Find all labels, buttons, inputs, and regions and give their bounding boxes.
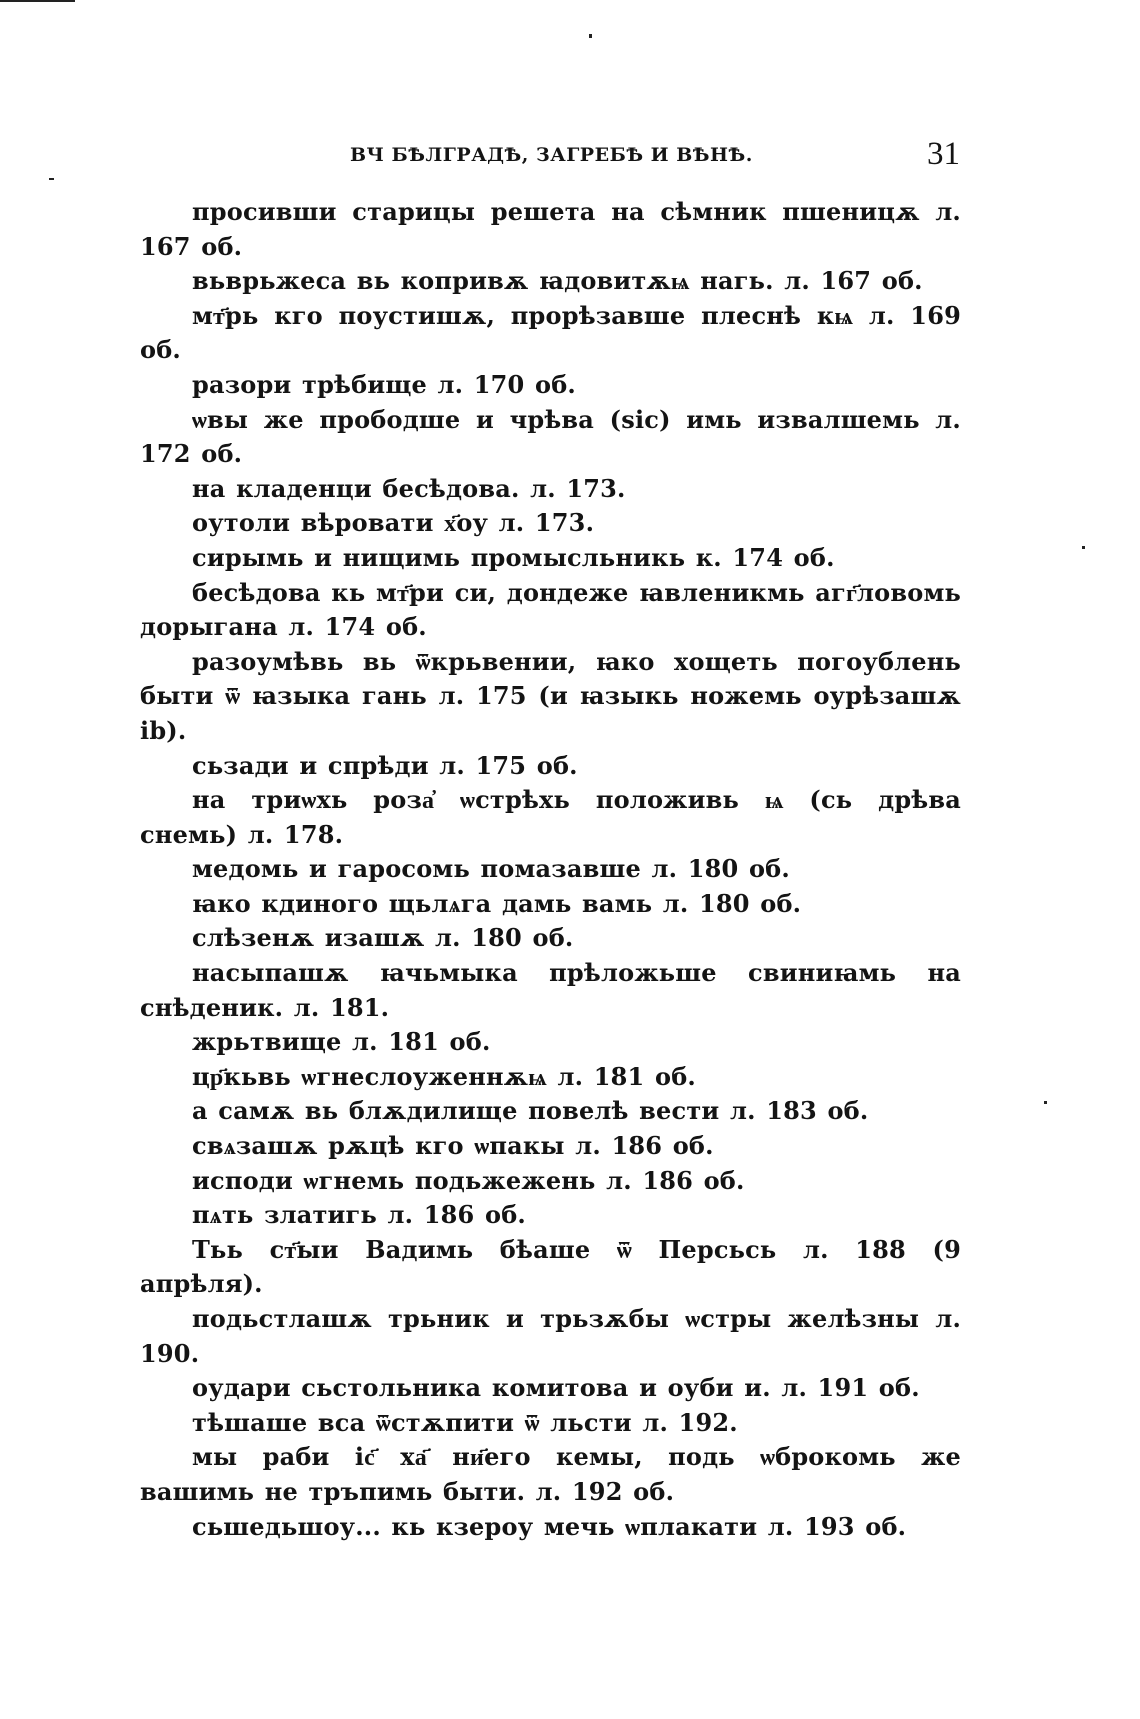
entry: сьшедьшоу... кь кзероу мечь ѡплакати л. 193 об.: [192, 1511, 907, 1541]
entry: Тьь ст҃ыи Вадимь бѣаше ѿ Персьсь л. 188 (9 апрѣля).: [140, 1234, 961, 1299]
entry: мы раби іс҃ ха҃ ни҃его кемы, подь ѡброкомь же вашимь не тръпимь быти. л. 192 об.: [140, 1442, 961, 1506]
entry: бесѣдова кь мт҃ри си, дондеже ꙗвленикмь агг҃ловомь дорыгана л. 174 об.: [140, 577, 961, 642]
entry: оудари сьстольника комитова и оуби и. л. 191 об.: [192, 1373, 920, 1403]
entry: сирымь и нищимь промысльникь к. 174 об.: [192, 542, 835, 572]
entry: просивши старицы решета на сѣмник пшеницѫ л. 167 об.: [140, 197, 961, 261]
entry: жрьтвище л. 181 об.: [192, 1027, 491, 1057]
scan-dot: [49, 178, 54, 180]
entry: подьстлашѫ трьник и трьзѫбы ѡстры желѣзны л. 190.: [140, 1304, 961, 1368]
entry: на триѡхь роза҆ ѡстрѣхь положивь ѩ (сь дрѣва снемь) л. 178.: [140, 785, 961, 849]
entry: насыпашѫ ꙗчьмыка прѣложьше свиниꙗмь на снѣденик. л. 181.: [140, 958, 961, 1022]
entry: оутоли вѣровати х҃оу л. 173.: [192, 508, 595, 538]
entry: ѡвы же прободше и чрѣва (sic) имь извалшемь л. 172 об.: [140, 404, 961, 469]
entry: исподи ѡгнемь подьжежень л. 186 об.: [192, 1165, 745, 1195]
entry: тѣшаше вса ѿстѫпити ѿ льсти л. 192.: [192, 1407, 738, 1437]
entry: а самѫ вь блѫдилище повелѣ вести л. 183 об.: [192, 1096, 869, 1126]
entry: медомь и гаросомь помазавше л. 180 об.: [192, 854, 790, 884]
running-title: ВЧ БѢЛГРАДѢ, ЗАГРЕБѢ И ВѢНѢ.: [350, 144, 753, 166]
entry: вьврьжеса вь копривѫ ꙗдовитѫѩ нагь. л. 167 об.: [192, 266, 923, 296]
entry: сьзади и спрѣди л. 175 об.: [192, 750, 578, 780]
entry: разори трѣбище л. 170 об.: [192, 369, 576, 399]
page-number: 31: [927, 136, 960, 172]
page-header: [140, 136, 960, 180]
entry: цр҃кьвь ѡгнеслоуженнѫѩ л. 181 об.: [192, 1061, 696, 1091]
entry: свѧзашѫ рѫцѣ кго ѡпакы л. 186 об.: [192, 1131, 714, 1161]
scan-mark: [0, 0, 75, 2]
entry: мт҃рь кго поустишѫ, прорѣзавше плеснѣ кѩ л. 169 об.: [140, 300, 961, 365]
entry: пѧть златигь л. 186 об.: [192, 1200, 526, 1230]
entry: разоумѣвь вь ѿкрьвении, ꙗко хощеть погоублень быти ѿ ꙗзыка гань л. 175 (и ꙗзыкь ножемь оурѣзашѫ ib).: [140, 646, 961, 745]
scan-dot: [589, 34, 592, 38]
entry: на кладенци бесѣдова. л. 173.: [192, 473, 626, 503]
entry: слѣзенѫ изашѫ л. 180 об.: [192, 923, 574, 953]
entry: ꙗко кдиного щьлѧга дамь вамь л. 180 об.: [192, 888, 802, 918]
scan-dot: [1082, 546, 1085, 549]
scan-dot: [1044, 1101, 1047, 1104]
entry-list: [140, 195, 961, 1544]
